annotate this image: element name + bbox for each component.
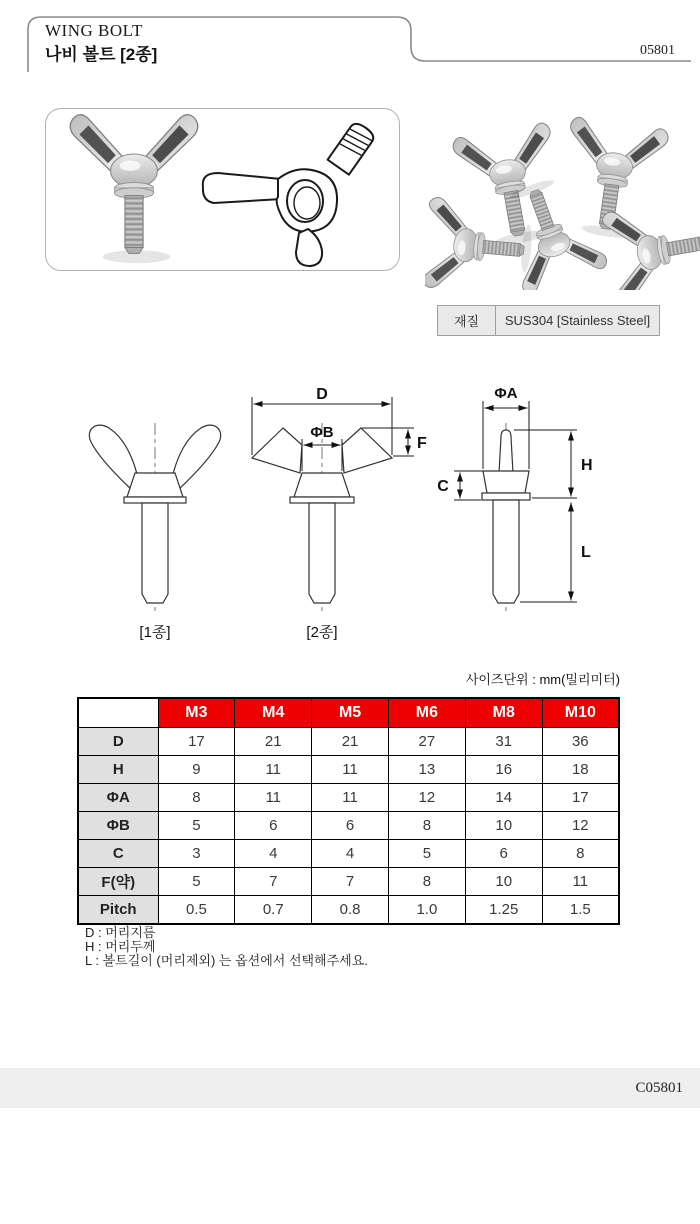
table-cell: 1.0 [388, 896, 465, 925]
table-cell: 36 [542, 728, 619, 756]
col-header-m6: M6 [388, 698, 465, 728]
table-cell: 1.5 [542, 896, 619, 925]
table-row-C [78, 840, 619, 868]
table-cell: 11 [235, 784, 312, 812]
table-cell: 8 [158, 784, 235, 812]
table-cell: 1.25 [465, 896, 542, 925]
row-header-pitch: Pitch [78, 896, 158, 925]
table-cell: 0.5 [158, 896, 235, 925]
table-cell: 18 [542, 756, 619, 784]
wing-bolt-group-photo [425, 95, 700, 290]
table-row-phiA [78, 784, 619, 812]
size-table [77, 697, 620, 925]
table-cell: 14 [465, 784, 542, 812]
material-value: SUS304 [Stainless Steel] [504, 313, 651, 328]
product-photo-frame [45, 108, 400, 271]
note-H: H : 머리두께 [85, 939, 156, 954]
row-header-phiA: ΦA [78, 784, 158, 812]
table-cell: 8 [388, 868, 465, 896]
table-cell: 10 [465, 812, 542, 840]
table-cell: 6 [235, 812, 312, 840]
col-header-m5: M5 [312, 698, 389, 728]
col-header-m10: M10 [542, 698, 619, 728]
table-cell: 17 [542, 784, 619, 812]
table-cell: 10 [465, 868, 542, 896]
page-footer [0, 1068, 700, 1108]
table-cell: 6 [465, 840, 542, 868]
table-cell: 7 [312, 868, 389, 896]
table-cell: 11 [235, 756, 312, 784]
table-cell: 21 [312, 728, 389, 756]
table-cell: 5 [388, 840, 465, 868]
table-cell: 16 [465, 756, 542, 784]
material-label: 재질 [438, 306, 496, 335]
row-header-D: D [78, 728, 158, 756]
table-row-H [78, 756, 619, 784]
table-cell: 12 [388, 784, 465, 812]
technical-drawings [40, 383, 660, 653]
table-cell: 5 [158, 868, 235, 896]
table-cell: 31 [465, 728, 542, 756]
table-cell: 11 [312, 784, 389, 812]
dim-label-D: D [316, 386, 328, 403]
dim-label-L: L [581, 544, 591, 561]
note-L: L : 볼트길이 (머리제외) 는 옵션에서 선택해주세요. [85, 953, 368, 968]
row-header-C: C [78, 840, 158, 868]
footer-code: C05801 [635, 1079, 683, 1096]
table-cell: 8 [542, 840, 619, 868]
table-cell: 6 [312, 812, 389, 840]
dim-label-C: C [437, 478, 449, 495]
table-cell: 5 [158, 812, 235, 840]
table-cell: 0.7 [235, 896, 312, 925]
material-spec-table [437, 305, 660, 336]
table-cell: 13 [388, 756, 465, 784]
wing-bolt-photo [70, 115, 198, 264]
table-cell: 17 [158, 728, 235, 756]
table-cell: 3 [158, 840, 235, 868]
size-table-header-row [78, 698, 619, 728]
col-header-m4: M4 [235, 698, 312, 728]
table-cell: 4 [312, 840, 389, 868]
table-row-phiB [78, 812, 619, 840]
table-cell: 27 [388, 728, 465, 756]
table-cell: 8 [388, 812, 465, 840]
wing-bolt-sketch [203, 120, 377, 266]
table-cell: 7 [235, 868, 312, 896]
row-header-phiB: ΦB [78, 812, 158, 840]
drawing-type2 [252, 423, 392, 611]
page-title-en: WING BOLT [45, 21, 143, 40]
wing-bolt-photo-and-sketch [46, 109, 399, 270]
row-header-H: H [78, 756, 158, 784]
page-number: 05801 [640, 43, 675, 58]
drawing-side-view [482, 423, 530, 611]
dim-label-F: F [417, 435, 427, 452]
dim-label-H: H [581, 457, 593, 474]
table-row-D [78, 728, 619, 756]
table-cell: 11 [312, 756, 389, 784]
table-row-pitch [78, 896, 619, 925]
dimension-notes [85, 926, 368, 968]
size-unit-note: 사이즈단위 : mm(밀리미터) [465, 672, 620, 687]
table-cell: 4 [235, 840, 312, 868]
dim-label-phiA: ΦA [494, 385, 518, 402]
dim-label-phiB: ΦB [310, 424, 334, 441]
table-cell: 12 [542, 812, 619, 840]
drawing-type1-label: [1종] [139, 624, 171, 641]
table-cell: 9 [158, 756, 235, 784]
table-row-F [78, 868, 619, 896]
table-corner-cell [78, 698, 158, 728]
col-header-m3: M3 [158, 698, 235, 728]
drawing-type2-label: [2종] [306, 624, 338, 641]
row-header-F: F(약) [78, 868, 158, 896]
table-cell: 0.8 [312, 896, 389, 925]
note-D: D : 머리지름 [85, 925, 156, 940]
table-cell: 21 [235, 728, 312, 756]
drawing-type1 [89, 423, 220, 611]
col-header-m8: M8 [465, 698, 542, 728]
table-cell: 11 [542, 868, 619, 896]
page-title-ko: 나비 볼트 [2종] [45, 45, 158, 64]
